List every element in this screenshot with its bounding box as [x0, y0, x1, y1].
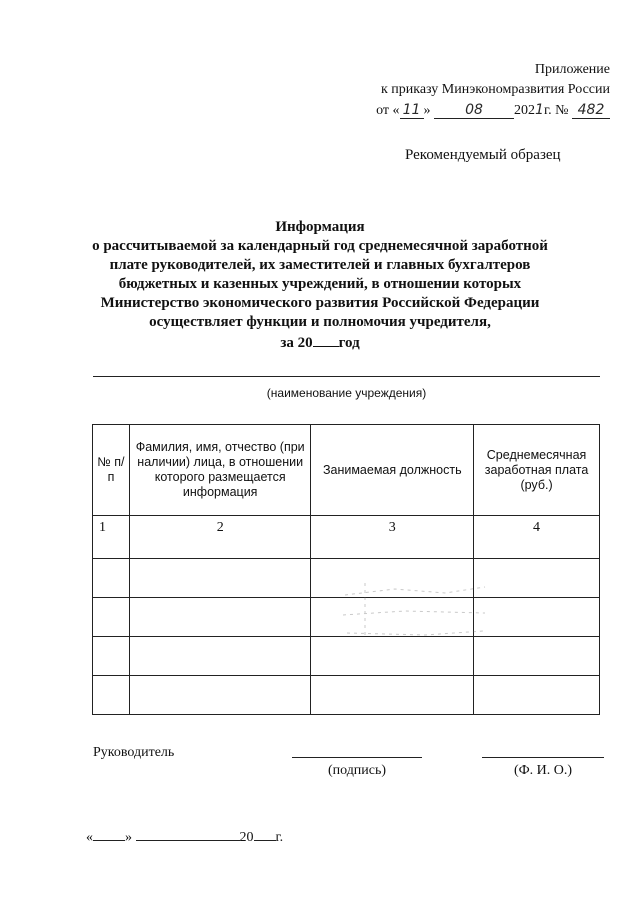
year-prefix: 202: [514, 103, 536, 118]
title-year-suffix: год: [338, 335, 360, 351]
full-name-caption: (Ф. И. О.): [513, 763, 573, 778]
date-separator: »: [423, 103, 431, 118]
date-footer: [86, 826, 283, 846]
header-number: № п/п: [93, 425, 130, 516]
footer-year-prefix: 20: [239, 830, 254, 845]
table-cell[interactable]: [129, 676, 311, 715]
title-line-7: [60, 332, 580, 353]
order-date-number: [330, 100, 610, 121]
appendix-block: [330, 60, 610, 121]
document-title: [60, 218, 580, 353]
title-line-5: Министерство экономического развития Российской Федерации: [100, 295, 540, 311]
column-number-3: 3: [311, 516, 474, 559]
column-number-4: 4: [474, 516, 600, 559]
column-number-2: 2: [129, 516, 311, 559]
title-year-prefix: за 20: [280, 335, 313, 351]
handwritten-year-digit: 1: [535, 102, 544, 118]
signature-caption: (подпись): [327, 763, 387, 778]
sample-label: Рекомендуемый образец: [405, 147, 561, 163]
date-close-quote: »: [125, 830, 132, 845]
year-suffix: г. №: [543, 103, 569, 118]
title-line-3: плате руководителей, их заместителей и главных бухгалтеров: [109, 257, 531, 273]
date-open-quote: «: [86, 830, 93, 845]
table-cell[interactable]: [93, 598, 130, 637]
faint-stamp-icon: [335, 575, 495, 645]
table-cell[interactable]: [311, 676, 474, 715]
title-line-4: бюджетных и казенных учреждений, в отношении которых: [118, 276, 522, 292]
table-cell[interactable]: [93, 637, 130, 676]
footer-year-suffix: г.: [275, 830, 284, 845]
appendix-title: Приложение: [534, 62, 610, 77]
table-cell[interactable]: [129, 559, 311, 598]
year-blank-footer: [254, 826, 276, 841]
table-numbering-row: [93, 516, 600, 559]
table-cell[interactable]: [93, 676, 130, 715]
handwritten-day: 11: [400, 102, 424, 119]
header-salary: Среднемесячная заработная плата (руб.): [474, 425, 600, 516]
head-signature-label: Руководитель: [93, 745, 175, 760]
table-cell[interactable]: [129, 598, 311, 637]
signature-line: [292, 757, 422, 758]
table-row: [93, 676, 600, 715]
header-full-name: Фамилия, имя, отчество (при наличии) лица, в отношении которого размещается информация: [129, 425, 311, 516]
date-prefix: от «: [376, 103, 400, 118]
handwritten-month: 08: [434, 102, 514, 119]
salary-table: [92, 424, 600, 715]
title-line-6: осуществляет функции и полномочия учредителя,: [149, 314, 491, 330]
table-header-row: [93, 425, 600, 516]
order-reference: к приказу Минэкономразвития России: [380, 82, 610, 97]
year-blank: [313, 332, 339, 347]
table-cell[interactable]: [93, 559, 130, 598]
title-line-1: Информация: [275, 219, 365, 235]
month-blank: [136, 826, 240, 841]
column-number-1: 1: [93, 516, 130, 559]
header-position: Занимаемая должность: [311, 425, 474, 516]
table-cell[interactable]: [474, 676, 600, 715]
full-name-line: [482, 757, 604, 758]
table-cell[interactable]: [129, 637, 311, 676]
day-blank: [93, 826, 125, 841]
organization-name-caption: (наименование учреждения): [266, 386, 427, 400]
handwritten-order-number: 482: [572, 102, 610, 119]
organization-name-line: [93, 376, 600, 377]
title-line-2: о рассчитываемой за календарный год среднемесячной заработной: [92, 238, 548, 254]
